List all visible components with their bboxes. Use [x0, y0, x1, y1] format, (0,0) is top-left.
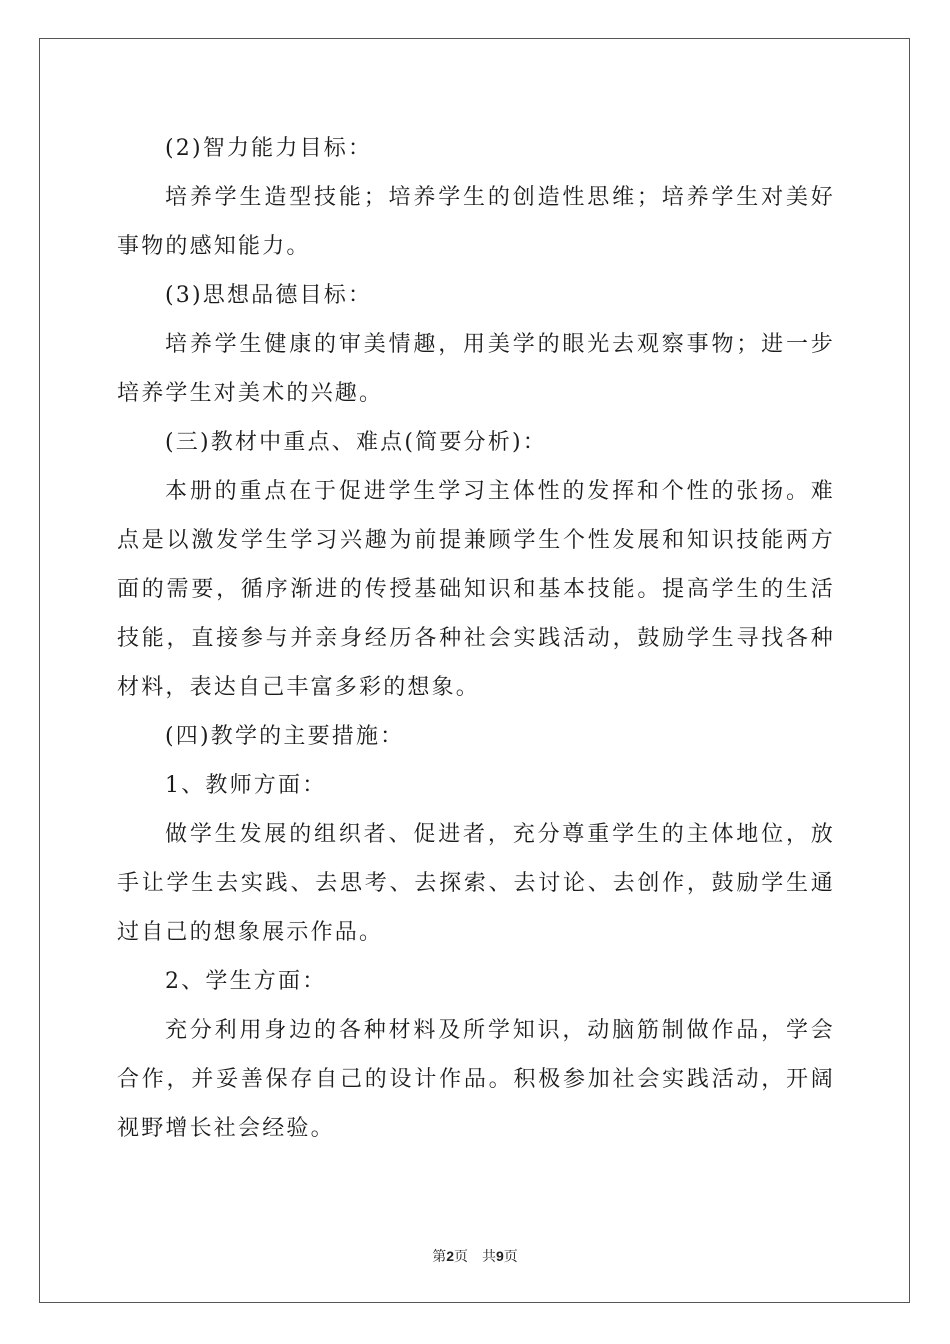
footer-middle: 页 共	[454, 1249, 496, 1265]
page-footer	[0, 1246, 950, 1266]
total-pages-number: 9	[496, 1248, 504, 1264]
heading-teaching-measures: (四)教学的主要措施：	[165, 724, 405, 749]
paragraph-teacher-aspect: 做学生发展的组织者、促进者，充分尊重学生的主体地位，放手让学生去实践、去思考、去探索、去讨论、去创作，鼓励学生通过自己的想象展示作品。	[117, 822, 835, 945]
document-body	[117, 124, 835, 1153]
heading-student-aspect: 2、学生方面：	[165, 969, 327, 994]
footer-suffix: 页	[503, 1249, 518, 1265]
paragraph-moral-goals: 培养学生健康的审美情趣，用美学的眼光去观察事物；进一步培养学生对美术的兴趣。	[117, 332, 835, 406]
paragraph-key-difficult-points: 本册的重点在于促进学生学习主体性的发挥和个性的张扬。难点是以激发学生学习兴趣为前提兼顾学生个性发展和知识技能两方面的需要，循序渐进的传授基础知识和基本技能。提高学生的生活技能，直接参与并亲身经历各种社会实践活动，鼓励学生寻找各种材料，表达自己丰富多彩的想象。	[117, 479, 835, 700]
current-page-number: 2	[446, 1248, 454, 1264]
paragraph-student-aspect: 充分利用身边的各种材料及所学知识，动脑筋制做作品，学会合作，并妥善保存自己的设计作品。积极参加社会实践活动，开阔视野增长社会经验。	[117, 1018, 835, 1141]
heading-intellectual-goals: (2)智力能力目标：	[165, 136, 373, 161]
heading-key-difficult-points: (三)教材中重点、难点(简要分析)：	[165, 430, 547, 455]
heading-moral-goals: (3)思想品德目标：	[165, 283, 373, 308]
heading-teacher-aspect: 1、教师方面：	[165, 773, 327, 798]
footer-prefix: 第	[432, 1249, 447, 1265]
paragraph-intellectual-goals: 培养学生造型技能；培养学生的创造性思维；培养学生对美好事物的感知能力。	[117, 185, 835, 259]
